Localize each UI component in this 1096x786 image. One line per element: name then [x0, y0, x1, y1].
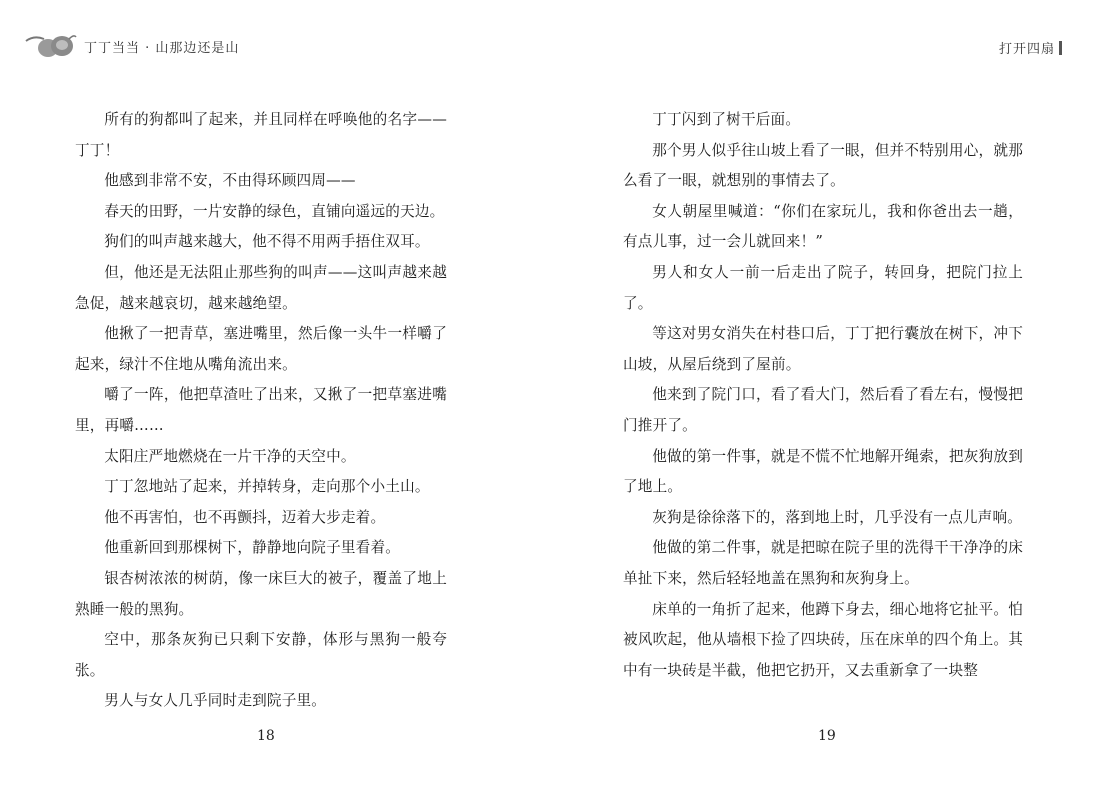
gourd-logo-icon: [22, 31, 78, 61]
series-title: 丁丁当当 · 山那边还是山: [84, 40, 240, 56]
paragraph: 嚼了一阵，他把草渣吐了出来，又揪了一把草塞进嘴里，再嚼……: [75, 386, 447, 434]
paragraph: 等这对男女消失在村巷口后，丁丁把行囊放在树下，冲下山坡，从屋后绕到了屋前。: [623, 325, 1023, 373]
page-number-right: 19: [818, 728, 836, 744]
running-header-right: [999, 38, 1062, 57]
paragraph: 灰狗是徐徐落下的，落到地上时，几乎没有一点儿声响。: [652, 508, 1023, 526]
paragraph: 女人朝屋里喊道：“你们在家玩儿，我和你爸出去一趟，有点儿事，过一会儿就回来！”: [623, 202, 1023, 251]
paragraph: 床单的一角折了起来，他蹲下身去，细心地将它扯平。怕被风吹起，他从墙根下捡了四块砖，压在床单的四个角上。其中有一块砖是半截，他把它扔开，又去重新拿了一块整: [623, 600, 1023, 679]
paragraph: 他揪了一把青草，塞进嘴里，然后像一头牛一样嚼了起来，绿汁不住地从嘴角流出来。: [75, 325, 447, 373]
paragraph: 男人和女人一前一后走出了院子，转回身，把院门拉上了。: [623, 263, 1023, 312]
right-page-body: [623, 105, 1023, 686]
paragraph: 他做的第一件事，就是不慌不忙地解开绳索，把灰狗放到了地上。: [623, 447, 1023, 496]
paragraph: 那个男人似乎往山坡上看了一眼，但并不特别用心，就那么看了一眼，就想别的事情去了。: [623, 141, 1023, 190]
paragraph: 春天的田野，一片安静的绿色，直铺向遥远的天边。: [104, 202, 445, 220]
paragraph: 他重新回到那棵树下，静静地向院子里看着。: [104, 539, 401, 557]
paragraph: 太阳庄严地燃烧在一片干净的天空中。: [104, 447, 356, 465]
paragraph: 空中，那条灰狗已只剩下安静，体形与黑狗一般夸张。: [75, 631, 447, 679]
paragraph: 丁丁忽地站了起来，并掉转身，走向那个小土山。: [104, 478, 430, 496]
left-page-body: [75, 105, 447, 717]
paragraph: 所有的狗都叫了起来，并且同样在呼唤他的名字——丁丁！: [75, 111, 447, 159]
header-divider-bar: [1059, 41, 1062, 55]
chapter-title: 打开四扇: [998, 42, 1055, 57]
paragraph: 狗们的叫声越来越大，他不得不用两手捂住双耳。: [104, 233, 430, 251]
paragraph: 银杏树浓浓的树荫，像一床巨大的被子，覆盖了地上熟睡一般的黑狗。: [75, 569, 447, 618]
paragraph: 男人与女人几乎同时走到院子里。: [104, 692, 327, 710]
page-number-left: 18: [257, 728, 275, 744]
paragraph: 但，他还是无法阻止那些狗的叫声——这叫声越来越急促，越来越哀切，越来越绝望。: [75, 263, 447, 312]
paragraph: 他做的第二件事，就是把晾在院子里的洗得干干净净的床单扯下来，然后轻轻地盖在黑狗和灰狗身上。: [623, 539, 1023, 587]
paragraph: 丁丁闪到了树干后面。: [652, 111, 801, 128]
paragraph: 他来到了院门口，看了看大门，然后看了看左右，慢慢把门推开了。: [623, 386, 1023, 434]
paragraph: 他感到非常不安，不由得环顾四周——: [104, 172, 356, 190]
paragraph: 他不再害怕，也不再颤抖，迈着大步走着。: [104, 508, 386, 526]
running-header-left: [22, 30, 239, 62]
